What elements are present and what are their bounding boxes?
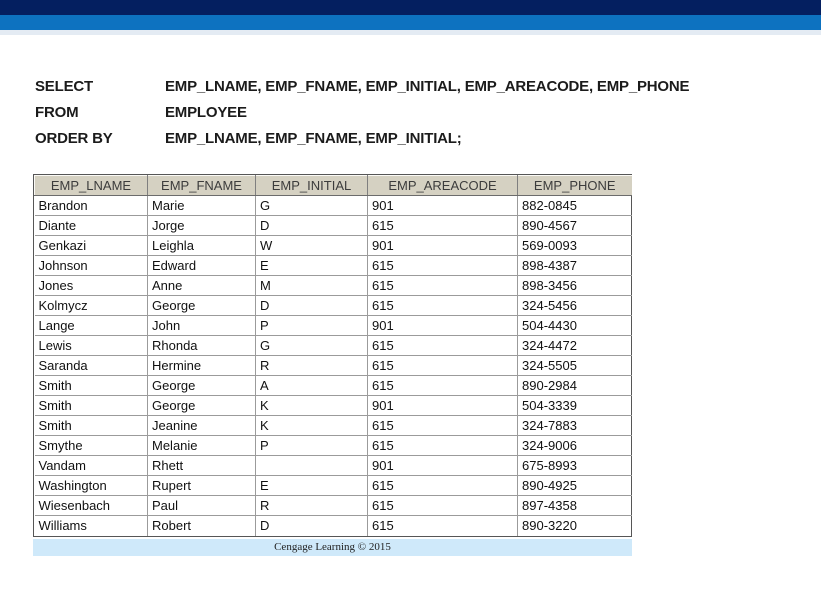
table-cell: D: [256, 296, 368, 316]
table-cell: 901: [368, 236, 518, 256]
table-cell: 890-4925: [518, 476, 632, 496]
table-cell: 615: [368, 216, 518, 236]
table-row: [35, 316, 632, 336]
table-cell: E: [256, 476, 368, 496]
table-cell: 324-5505: [518, 356, 632, 376]
table-cell: 615: [368, 296, 518, 316]
results-body: [35, 196, 632, 536]
table-cell: 890-4567: [518, 216, 632, 236]
table-cell: K: [256, 416, 368, 436]
table-cell: G: [256, 196, 368, 216]
sql-clause: EMP_LNAME, EMP_FNAME, EMP_INITIAL;: [165, 130, 462, 147]
table-cell: 615: [368, 256, 518, 276]
column-header[interactable]: EMP_PHONE: [518, 176, 632, 196]
table-row: [35, 356, 632, 376]
results-table: [34, 175, 632, 536]
table-cell: 898-3456: [518, 276, 632, 296]
table-cell: A: [256, 376, 368, 396]
table-cell: [256, 456, 368, 476]
table-cell: Lange: [35, 316, 148, 336]
table-cell: 615: [368, 376, 518, 396]
table-row: [35, 256, 632, 276]
table-cell: 615: [368, 336, 518, 356]
table-cell: Jorge: [148, 216, 256, 236]
sql-clause: EMPLOYEE: [165, 104, 247, 121]
table-cell: 901: [368, 316, 518, 336]
table-cell: Paul: [148, 496, 256, 516]
table-row: [35, 336, 632, 356]
table-cell: 615: [368, 416, 518, 436]
table-cell: Anne: [148, 276, 256, 296]
table-cell: R: [256, 356, 368, 376]
credit-strip: Cengage Learning © 2015: [33, 539, 632, 556]
divider-strip: [0, 30, 821, 35]
table-row: [35, 456, 632, 476]
table-cell: 324-5456: [518, 296, 632, 316]
sql-keyword: ORDER BY: [35, 130, 113, 147]
table-cell: Smith: [35, 376, 148, 396]
table-row: [35, 416, 632, 436]
table-cell: Rhett: [148, 456, 256, 476]
table-cell: 615: [368, 276, 518, 296]
column-header[interactable]: EMP_INITIAL: [256, 176, 368, 196]
accent-bar: [0, 15, 821, 30]
table-cell: 324-4472: [518, 336, 632, 356]
table-cell: John: [148, 316, 256, 336]
sql-keyword: FROM: [35, 104, 79, 121]
table-cell: Melanie: [148, 436, 256, 456]
table-cell: K: [256, 396, 368, 416]
table-cell: Marie: [148, 196, 256, 216]
table-cell: G: [256, 336, 368, 356]
table-cell: Vandam: [35, 456, 148, 476]
table-row: [35, 216, 632, 236]
table-cell: 901: [368, 456, 518, 476]
table-cell: 324-9006: [518, 436, 632, 456]
table-cell: W: [256, 236, 368, 256]
table-cell: Lewis: [35, 336, 148, 356]
table-cell: Smith: [35, 416, 148, 436]
table-cell: Leighla: [148, 236, 256, 256]
table-row: [35, 376, 632, 396]
query-results-panel: [33, 174, 632, 556]
table-row: [35, 516, 632, 536]
table-cell: Kolmycz: [35, 296, 148, 316]
table-cell: Diante: [35, 216, 148, 236]
table-cell: 882-0845: [518, 196, 632, 216]
table-cell: 615: [368, 496, 518, 516]
table-cell: Rupert: [148, 476, 256, 496]
sql-line-orderby: [35, 130, 689, 156]
sql-line-from: [35, 104, 689, 130]
table-cell: Wiesenbach: [35, 496, 148, 516]
table-cell: Genkazi: [35, 236, 148, 256]
table-cell: 897-4358: [518, 496, 632, 516]
column-header[interactable]: EMP_AREACODE: [368, 176, 518, 196]
table-cell: P: [256, 436, 368, 456]
sql-clause: EMP_LNAME, EMP_FNAME, EMP_INITIAL, EMP_AREACODE, EMP_PHONE: [165, 78, 690, 95]
table-cell: Smythe: [35, 436, 148, 456]
table-cell: M: [256, 276, 368, 296]
table-cell: E: [256, 256, 368, 276]
results-header-row: [35, 176, 632, 196]
table-row: [35, 236, 632, 256]
sql-line-select: [35, 78, 689, 104]
table-cell: Hermine: [148, 356, 256, 376]
table-cell: 615: [368, 436, 518, 456]
table-cell: 898-4387: [518, 256, 632, 276]
table-cell: D: [256, 216, 368, 236]
table-row: [35, 196, 632, 216]
column-header[interactable]: EMP_FNAME: [148, 176, 256, 196]
table-cell: Washington: [35, 476, 148, 496]
table-cell: Brandon: [35, 196, 148, 216]
table-cell: R: [256, 496, 368, 516]
table-row: [35, 436, 632, 456]
sql-keyword: SELECT: [35, 78, 93, 95]
table-cell: 901: [368, 196, 518, 216]
table-row: [35, 296, 632, 316]
table-row: [35, 396, 632, 416]
table-cell: Saranda: [35, 356, 148, 376]
table-cell: 324-7883: [518, 416, 632, 436]
table-cell: 569-0093: [518, 236, 632, 256]
table-cell: 504-4430: [518, 316, 632, 336]
sql-query-listing: [35, 78, 689, 156]
table-cell: 615: [368, 356, 518, 376]
table-row: [35, 496, 632, 516]
table-cell: Jones: [35, 276, 148, 296]
table-cell: 615: [368, 476, 518, 496]
table-cell: Johnson: [35, 256, 148, 276]
table-cell: Robert: [148, 516, 256, 536]
table-cell: P: [256, 316, 368, 336]
table-cell: D: [256, 516, 368, 536]
table-cell: George: [148, 396, 256, 416]
table-cell: 615: [368, 516, 518, 536]
results-grid-frame: [33, 174, 632, 537]
table-row: [35, 276, 632, 296]
table-cell: 675-8993: [518, 456, 632, 476]
table-cell: Edward: [148, 256, 256, 276]
table-row: [35, 476, 632, 496]
table-cell: Smith: [35, 396, 148, 416]
table-cell: 890-3220: [522, 518, 577, 534]
table-cell: Williams: [35, 516, 148, 536]
table-cell: 901: [368, 396, 518, 416]
table-cell: Jeanine: [148, 416, 256, 436]
table-cell: Rhonda: [148, 336, 256, 356]
table-cell: 890-2984: [518, 376, 632, 396]
column-header[interactable]: EMP_LNAME: [35, 176, 148, 196]
table-cell: 504-3339: [518, 396, 632, 416]
table-cell: George: [148, 376, 256, 396]
top-banner-bar: [0, 0, 821, 15]
table-cell: George: [148, 296, 256, 316]
